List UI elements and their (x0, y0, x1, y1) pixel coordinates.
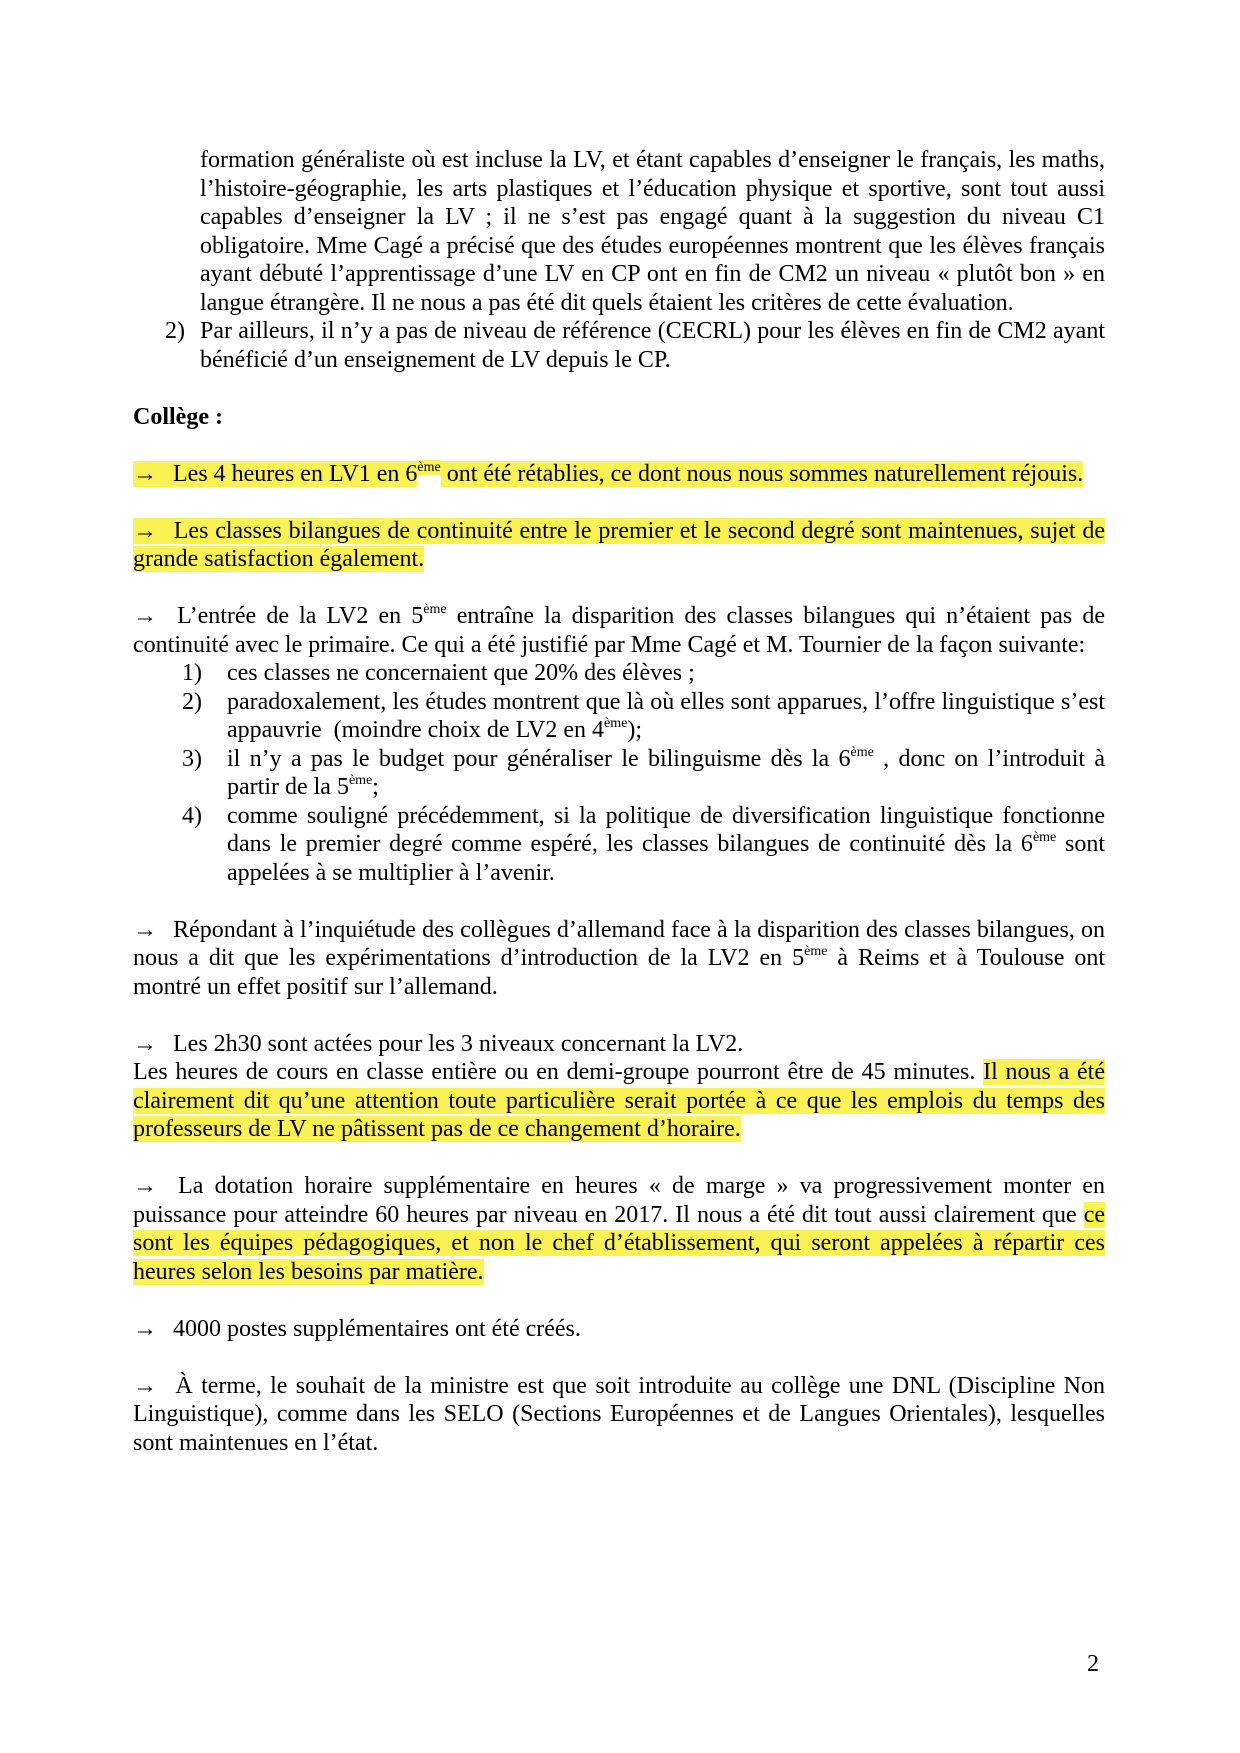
text-run: Collège : (133, 403, 223, 430)
text-run: L’entrée de la LV2 en 5 (167, 603, 424, 629)
list-marker: 3) (182, 745, 202, 772)
sub-list-item-3 (182, 745, 1105, 802)
paragraph-heures-de-cours (133, 1058, 1105, 1144)
arrow-paragraph-lv2-entree (133, 602, 1105, 659)
superscript-text: ème (850, 744, 874, 760)
text-run: Les 2h30 sont actées pour les 3 niveaux concernant la LV2. (167, 1030, 744, 1057)
list-marker: 1) (182, 660, 202, 686)
text-run: ce sont les équipes pédagogiques, et non le chef d’établissement, qui seront appelées à répartir ces heures selon les besoins par matière. (133, 1201, 1105, 1285)
arrow-bullet-icon: → (133, 1315, 157, 1342)
text-run: , donc on l’introduit à partir de la 5 (227, 745, 1105, 800)
document-body (133, 146, 1105, 1457)
list-marker: 2) (165, 318, 185, 344)
text-run: Par ailleurs, il n’y a pas de niveau de référence (CECRL) pour les élèves en fin de CM2 ayant bénéficié d’un enseignement de LV depuis le CP. (200, 318, 1105, 373)
list-item-text (227, 659, 1105, 688)
text-run: La dotation horaire supplémentaire en heures « de marge » va progressivement monter en puissance pour atteindre 60 heures par niveau en 2017. Il nous a été dit tout aussi clairement que (133, 1173, 1105, 1228)
text-run: sont appelées à se multiplier à l’avenir. (227, 831, 1106, 886)
superscript-text: ème (604, 716, 628, 731)
text-run: il n’y a pas le budget pour généraliser le bilinguisme dès la 6 (227, 745, 851, 772)
arrow-bullet-icon: → (133, 518, 167, 544)
arrow-paragraph-4000-postes (133, 1315, 1105, 1344)
arrow-paragraph-2h30 (133, 1030, 1105, 1059)
arrow-bullet-icon: → (133, 1173, 157, 1199)
text-run: Les 4 heures en LV1 en 6 (167, 460, 418, 487)
section-heading-college (133, 403, 1105, 432)
text-run: ); (627, 717, 643, 743)
superscript-text: ème (804, 944, 828, 959)
text-run: Les heures de cours en classe entière ou en demi-groupe pourront être de 45 minutes. (133, 1059, 984, 1085)
arrow-paragraph-allemand (133, 916, 1105, 1002)
text-run: paradoxalement, les études montrent que là où elles sont apparues, l’offre linguistique s’est appauvrie (moindre choix de LV2 en 4 (227, 688, 1105, 743)
text-run: ont été rétablies, ce dont nous nous sommes naturellement réjouis. (440, 460, 1084, 487)
sub-list-item-4 (182, 802, 1105, 888)
list-item-2 (165, 317, 1105, 374)
superscript-text: ème (417, 459, 441, 475)
text-run: entraîne la disparition des classes bilangues qui n’étaient pas de continuité avec le primaire. Ce qui a été justifié par Mme Cagé et M. Tournier de la façon suivante: (133, 603, 1105, 658)
arrow-paragraph-dotation-horaire (133, 1172, 1105, 1286)
superscript-text: ème (1032, 830, 1057, 845)
text-run: 4000 postes supplémentaires ont été créés. (167, 1315, 581, 1342)
arrow-bullet-icon: → (133, 1372, 157, 1399)
text-run: à Reims et à Toulouse ont montré un effet positif sur l’allemand. (133, 945, 1105, 1000)
text-run: ces classes ne concernaient que 20% des élèves ; (227, 660, 695, 686)
list-marker: 2) (182, 688, 202, 715)
paragraph-continuation-formation (200, 146, 1105, 317)
sub-list-item-1 (182, 659, 1105, 688)
page-number: 2 (1087, 1651, 1099, 1677)
text-run: À terme, le souhait de la ministre est que soit introduite au collège une DNL (Discipline Non Linguistique), comme dans les SELO (Sections Européennes et de Langues Orientales), lesquelles sont maintenues en l’état. (133, 1372, 1105, 1456)
text-run: comme souligné précédemment, si la politique de diversification linguistique fonctionne dans le premier degré comme espéré, les classes bilangues de continuité dès la 6 (227, 802, 1105, 857)
list-item-text (227, 745, 1105, 802)
arrow-paragraph-dnl (133, 1372, 1105, 1458)
arrow-bullet-icon: → (133, 461, 167, 487)
superscript-text: ème (423, 602, 447, 617)
arrow-bullet-icon: → (133, 1030, 157, 1057)
list-item-text (227, 688, 1105, 745)
list-item-text (200, 317, 1105, 374)
list-item-text (227, 802, 1105, 888)
arrow-bullet-icon: → (133, 916, 157, 943)
text-run: formation généraliste où est incluse la LV, et étant capables d’enseigner le français, les maths, l’histoire-géographie, les arts plastiques et l’éducation physique et sportive, sont tout aussi capables d’enseigner la LV ; il ne s’est pas engagé quant à la suggestion du niveau C1 obligatoire. Mme Cagé a précisé que des études européennes montrent que les élèves français ayant débuté l’apprentissage d’une LV en CP ont en fin de CM2 un niveau « plutôt bon » en langue étrangère. Il ne nous a pas été dit quels étaient les critères de cette évaluation. (200, 147, 1105, 316)
highlight-paragraph-lv1-hours (133, 460, 1105, 489)
text-run: ; (372, 774, 379, 800)
text-run: Les classes bilangues de continuité entre le premier et le second degré sont maintenues, sujet de grande satisfaction également. (133, 517, 1105, 572)
superscript-text: ème (348, 773, 373, 788)
text-run: Il nous a été clairement dit qu’une attention toute particulière serait portée à ce que les emplois du temps des professeurs de LV ne pâtissent pas de ce changement d’horaire. (133, 1059, 1105, 1142)
highlight-paragraph-classes-bilangues (133, 517, 1105, 574)
list-marker: 4) (182, 802, 202, 829)
text-run: Répondant à l’inquiétude des collègues d’allemand face à la disparition des classes bilangues, on nous a dit que les expérimentations d’introduction de la LV2 en 5 (133, 916, 1105, 971)
sub-list-item-2 (182, 688, 1105, 745)
arrow-bullet-icon: → (133, 603, 157, 629)
